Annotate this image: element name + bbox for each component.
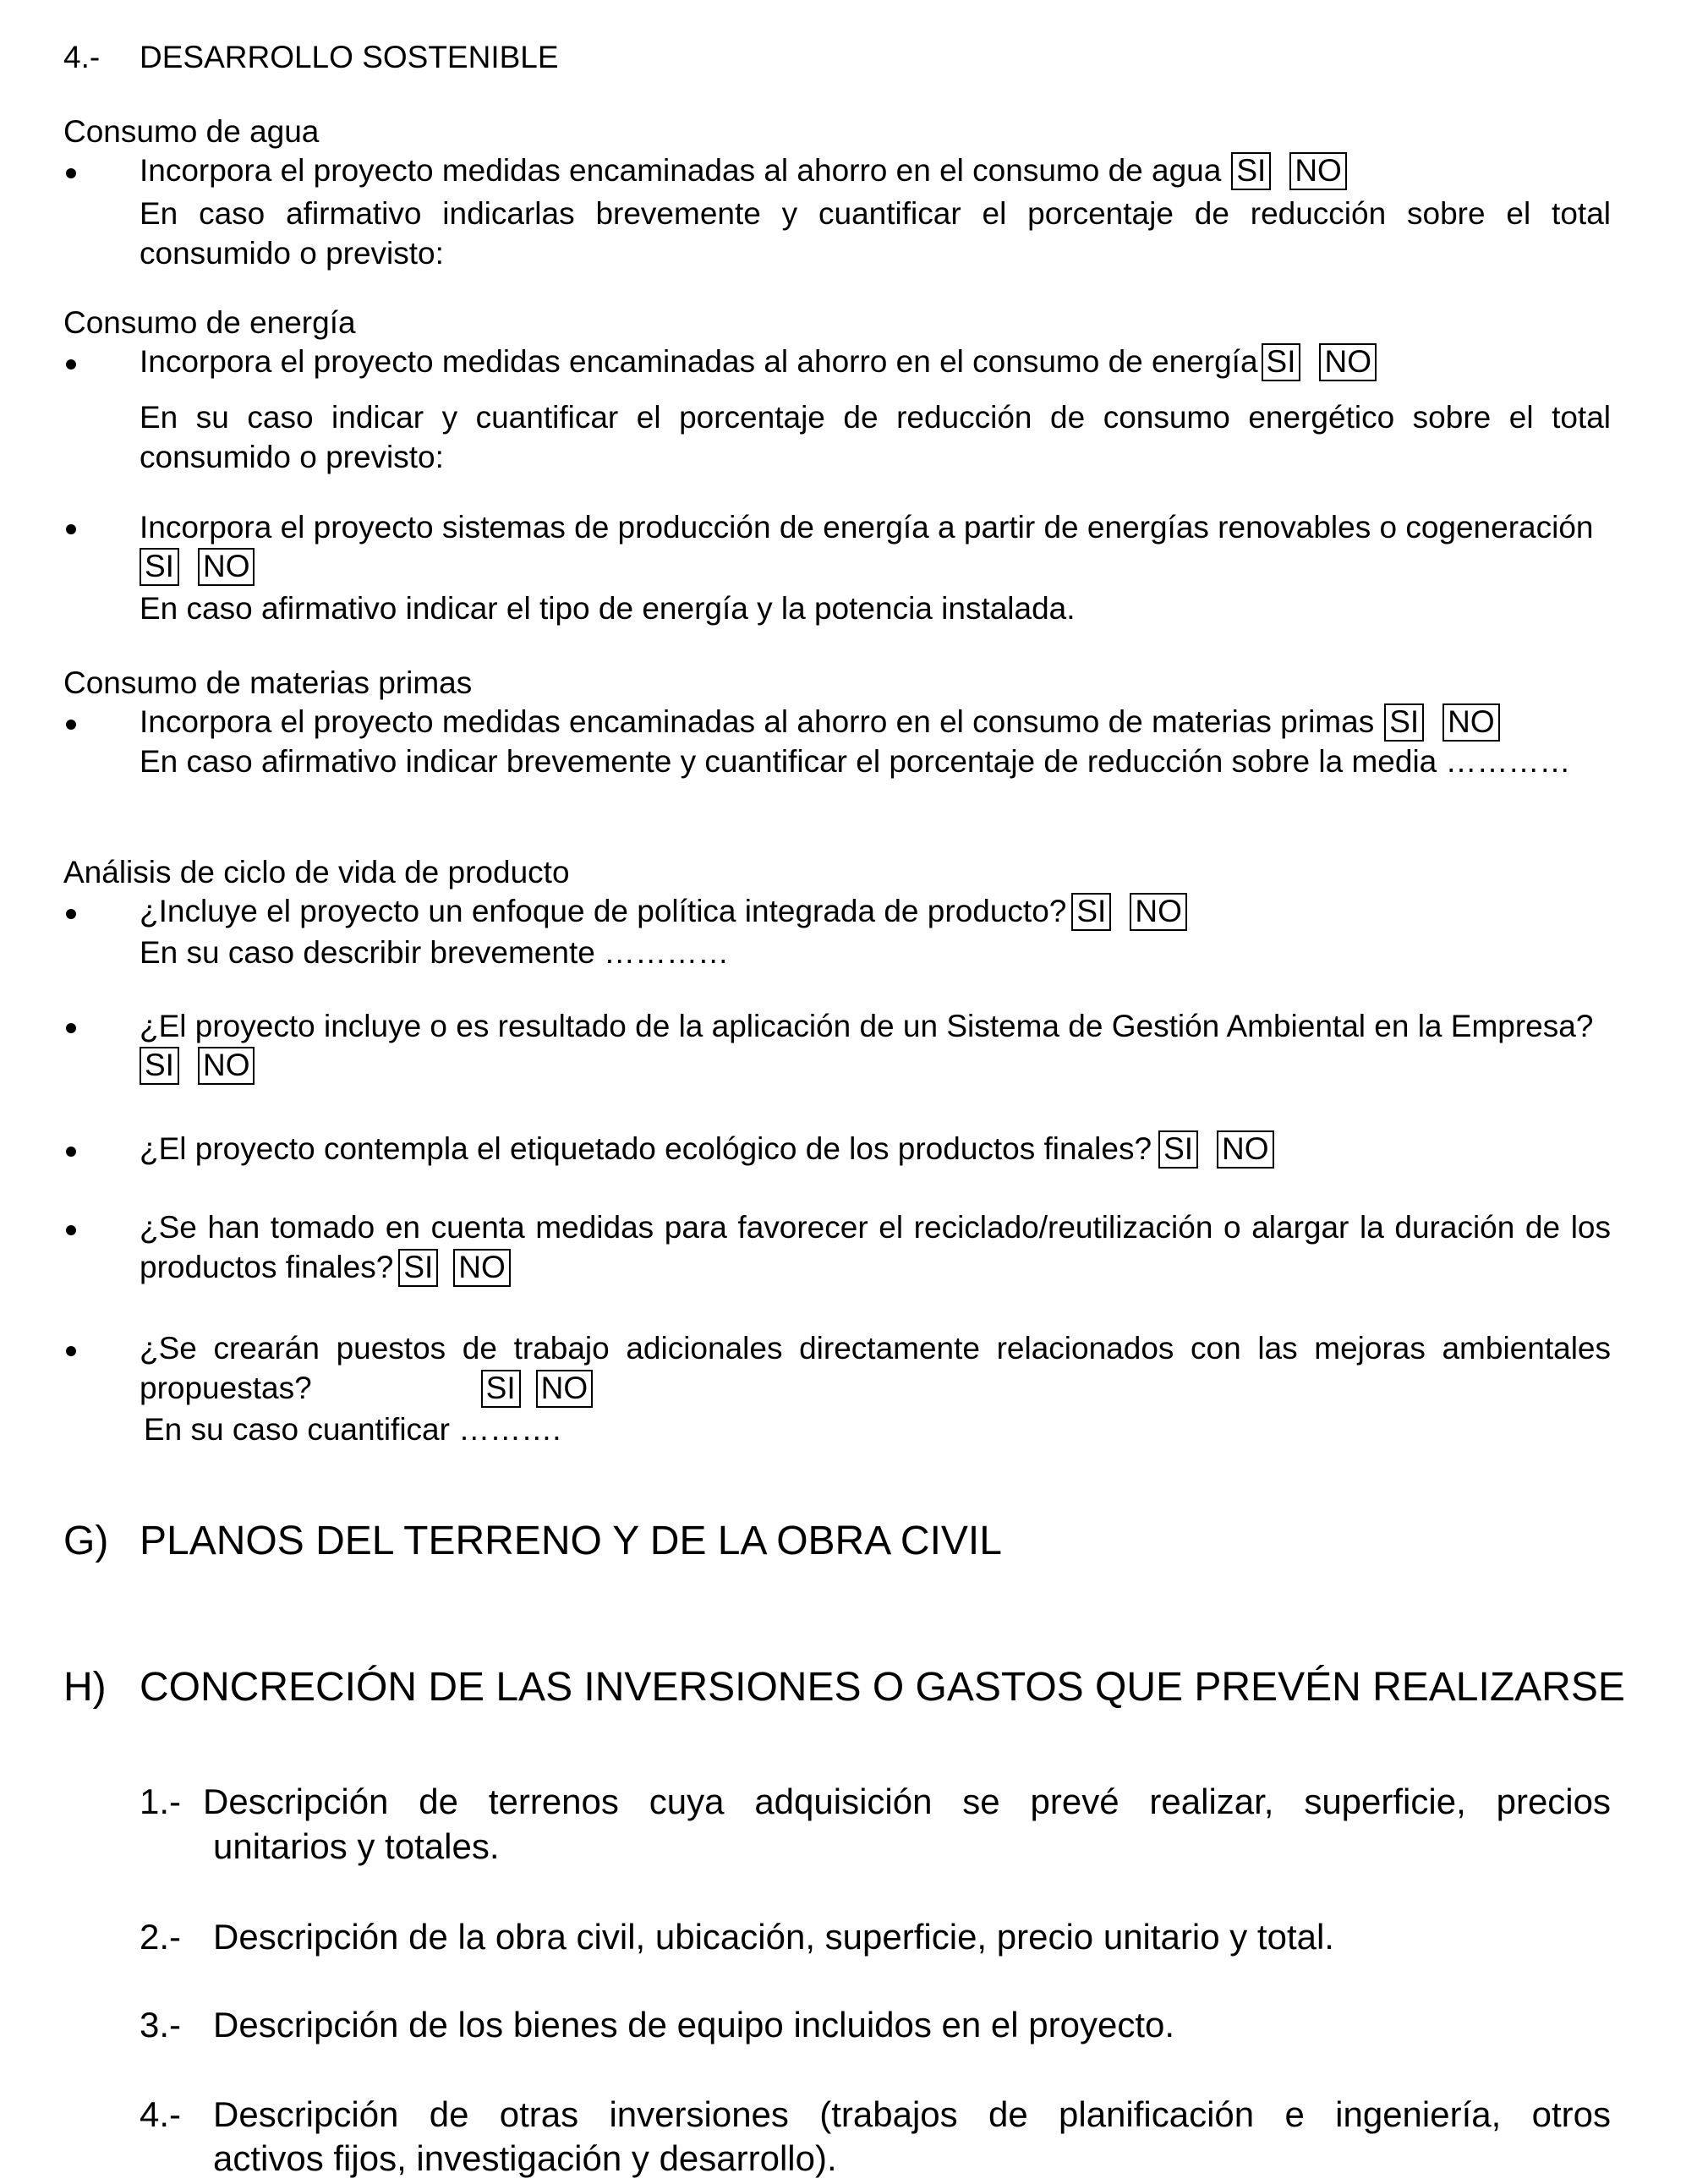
ciclo-q3-no-box[interactable]: NO bbox=[1217, 1130, 1274, 1169]
h-item-text-continued: activos fijos, investigación y desarrollo). bbox=[213, 2138, 837, 2178]
agua-question bbox=[140, 151, 1347, 190]
bullet-icon bbox=[66, 909, 76, 919]
energia-question-text: Incorpora el proyecto medidas encaminadas al ahorro en el consumo de energía bbox=[140, 344, 1258, 379]
ciclo-q2: ¿El proyecto incluye o es resultado de la aplicación de un Sistema de Gestión Ambiental en la Empresa? bbox=[140, 1009, 1594, 1043]
ciclo-q1 bbox=[140, 891, 1187, 931]
h-item-text-continued: unitarios y totales. bbox=[213, 1826, 500, 1866]
ciclo-q1-no-box[interactable]: NO bbox=[1130, 893, 1187, 931]
renovables-checkboxes bbox=[140, 546, 255, 586]
ciclo-q1-text: ¿Incluye el proyecto un enfoque de política integrada de producto? bbox=[140, 894, 1067, 928]
h-item-text: Descripción de los bienes de equipo incluidos en el proyecto. bbox=[213, 2005, 1175, 2044]
materias-detail: En caso afirmativo indicar brevemente y cuantificar el porcentaje de reducción sobre la media ………… bbox=[140, 744, 1571, 779]
ciclo-q2-checkboxes bbox=[140, 1045, 255, 1085]
ciclo-q3 bbox=[140, 1129, 1274, 1169]
energia-question bbox=[140, 342, 1377, 381]
energia-detail-line2: consumido o previsto: bbox=[140, 440, 444, 474]
renovables-question: Incorpora el proyecto sistemas de producción de energía a partir de energías renovables o cogeneración bbox=[140, 510, 1594, 545]
ciclo-q1-yes-box[interactable]: SI bbox=[1071, 893, 1111, 931]
bullet-icon bbox=[66, 168, 76, 178]
materias-yes-box[interactable]: SI bbox=[1384, 703, 1424, 742]
h-item-text: Descripción de otras inversiones (trabajos de planificación e ingeniería, otros bbox=[213, 2094, 1611, 2134]
materias-heading: Consumo de materias primas bbox=[63, 665, 473, 700]
energia-heading: Consumo de energía bbox=[63, 305, 356, 340]
renovables-yes-box[interactable]: SI bbox=[140, 548, 179, 586]
bullet-icon bbox=[66, 359, 76, 369]
energia-yes-box[interactable]: SI bbox=[1262, 343, 1301, 381]
ciclo-q5-no-box[interactable]: NO bbox=[536, 1370, 594, 1408]
section-g-letter: G) bbox=[63, 1519, 109, 1563]
ciclo-q1-detail: En su caso describir brevemente ………… bbox=[140, 935, 730, 970]
renovables-no-box[interactable]: NO bbox=[198, 548, 255, 586]
ciclo-q5-line2 bbox=[140, 1368, 593, 1408]
energia-no-box[interactable]: NO bbox=[1319, 343, 1377, 381]
section-h-letter: H) bbox=[63, 1665, 107, 1710]
bullet-icon bbox=[66, 524, 76, 534]
ciclo-q4-line2 bbox=[140, 1247, 511, 1287]
materias-question-text: Incorpora el proyecto medidas encaminadas al ahorro en el consumo de materias primas bbox=[140, 704, 1375, 739]
bullet-icon bbox=[66, 1225, 76, 1235]
section-title: DESARROLLO SOSTENIBLE bbox=[140, 40, 559, 74]
bullet-icon bbox=[66, 1023, 76, 1033]
h-item-number: 1.- bbox=[140, 1782, 182, 1821]
energia-detail-line1: En su caso indicar y cuantificar el porcentaje de reducción de consumo energético sobre el total bbox=[140, 400, 1611, 435]
ciclo-q5-detail: En su caso cuantificar ………. bbox=[144, 1412, 561, 1447]
section-number: 4.- bbox=[63, 40, 101, 74]
materias-question bbox=[140, 702, 1500, 742]
h-item-number: 4.- bbox=[140, 2094, 182, 2134]
renovables-detail: En caso afirmativo indicar el tipo de energía y la potencia instalada. bbox=[140, 591, 1076, 626]
ciclo-q5-line2-text: propuestas? bbox=[140, 1371, 312, 1405]
agua-question-text: Incorpora el proyecto medidas encaminadas al ahorro en el consumo de agua bbox=[140, 153, 1222, 188]
ciclo-q5-line1: ¿Se crearán puestos de trabajo adicionales directamente relacionados con las mejoras ambientales bbox=[140, 1331, 1611, 1366]
bullet-icon bbox=[66, 720, 76, 730]
section-g-title: PLANOS DEL TERRENO Y DE LA OBRA CIVIL bbox=[140, 1519, 1002, 1563]
ciclo-q2-no-box[interactable]: NO bbox=[198, 1047, 255, 1085]
agua-detail-line1: En caso afirmativo indicarlas brevemente y cuantificar el porcentaje de reducción sobre el total bbox=[140, 196, 1611, 231]
ciclo-q5-yes-box[interactable]: SI bbox=[481, 1370, 521, 1408]
h-item-text: Descripción de la obra civil, ubicación, superficie, precio unitario y total. bbox=[213, 1917, 1334, 1957]
h-item-text: Descripción de terrenos cuya adquisición se prevé realizar, superficie, precios bbox=[203, 1782, 1611, 1821]
ciclo-q4-line1: ¿Se han tomado en cuenta medidas para favorecer el reciclado/reutilización o alargar la duración de los bbox=[140, 1210, 1611, 1245]
agua-no-box[interactable]: NO bbox=[1289, 152, 1347, 190]
ciclo-q4-yes-box[interactable]: SI bbox=[398, 1249, 438, 1287]
bullet-icon bbox=[66, 1346, 76, 1356]
agua-yes-box[interactable]: SI bbox=[1231, 152, 1271, 190]
ciclo-q3-yes-box[interactable]: SI bbox=[1158, 1130, 1198, 1169]
agua-heading: Consumo de agua bbox=[63, 114, 320, 149]
section-h-title: CONCRECIÓN DE LAS INVERSIONES O GASTOS QUE PREVÉN REALIZARSE bbox=[140, 1665, 1625, 1710]
agua-detail-line2: consumido o previsto: bbox=[140, 236, 444, 271]
materias-no-box[interactable]: NO bbox=[1442, 703, 1500, 742]
ciclo-q4-line2-text: productos finales? bbox=[140, 1250, 394, 1284]
ciclo-q3-text: ¿El proyecto contempla el etiquetado ecológico de los productos finales? bbox=[140, 1131, 1152, 1166]
h-item-number: 2.- bbox=[140, 1917, 182, 1957]
ciclo-heading: Análisis de ciclo de vida de producto bbox=[63, 855, 570, 889]
bullet-icon bbox=[66, 1147, 76, 1157]
ciclo-q2-yes-box[interactable]: SI bbox=[140, 1047, 179, 1085]
h-item-number: 3.- bbox=[140, 2005, 182, 2044]
ciclo-q4-no-box[interactable]: NO bbox=[453, 1249, 511, 1287]
